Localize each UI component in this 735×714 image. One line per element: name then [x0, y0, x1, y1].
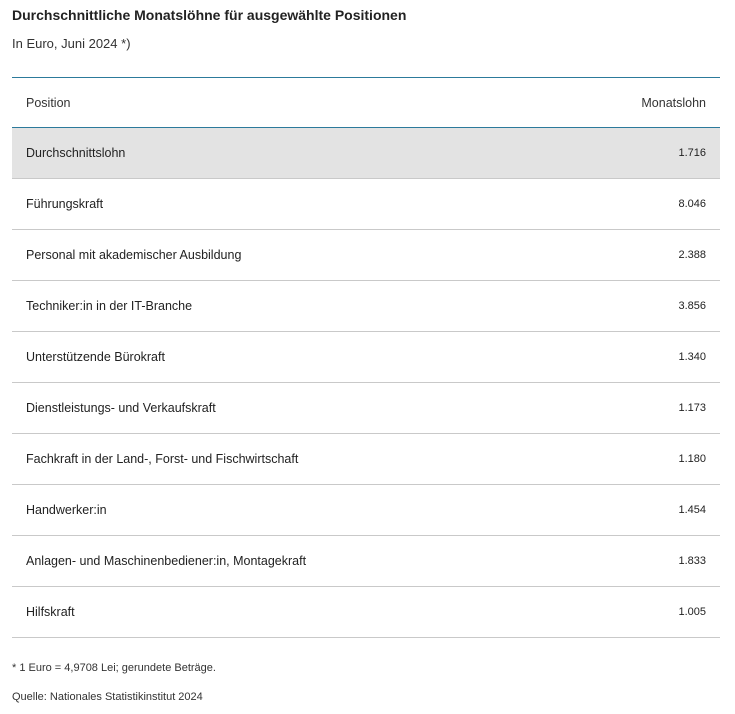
header-position: Position: [26, 95, 71, 110]
row-position: Hilfskraft: [26, 605, 75, 619]
row-position: Durchschnittslohn: [26, 146, 126, 160]
row-value: 1.173: [678, 402, 706, 414]
header-value: Monatslohn: [641, 95, 706, 110]
table-row: [12, 485, 720, 536]
row-value: 1.833: [678, 555, 706, 567]
wage-table: [12, 77, 720, 638]
row-value: 3.856: [678, 300, 706, 312]
table-row: [12, 332, 720, 383]
source-note: Quelle: Nationales Statistikinstitut 2024: [12, 691, 203, 703]
footnote: * 1 Euro = 4,9708 Lei; gerundete Beträge.: [12, 662, 216, 674]
row-value: 1.716: [678, 147, 706, 159]
table-row: [12, 587, 720, 638]
row-position: Fachkraft in der Land-, Forst- und Fischwirtschaft: [26, 452, 299, 466]
row-position: Techniker:in in der IT-Branche: [26, 299, 193, 313]
table-row: [12, 230, 720, 281]
page-subtitle: In Euro, Juni 2024 *): [12, 36, 131, 51]
row-value: 1.005: [678, 606, 706, 618]
row-position: Personal mit akademischer Ausbildung: [26, 248, 242, 262]
row-value: 8.046: [678, 198, 706, 210]
row-position: Anlagen- und Maschinenbediener:in, Montagekraft: [26, 554, 307, 568]
table-row: [12, 383, 720, 434]
row-value: 1.454: [678, 504, 706, 516]
row-value: 2.388: [678, 249, 706, 261]
table-row: [12, 536, 720, 587]
table-row: [12, 179, 720, 230]
table-row: [12, 281, 720, 332]
row-position: Handwerker:in: [26, 503, 107, 517]
table-header: [12, 78, 720, 128]
row-position: Dienstleistungs- und Verkaufskraft: [26, 401, 216, 415]
row-value: 1.340: [678, 351, 706, 363]
page-title: Durchschnittliche Monatslöhne für ausgewählte Positionen: [12, 7, 407, 23]
row-position: Unterstützende Bürokraft: [26, 350, 165, 364]
row-value: 1.180: [678, 453, 706, 465]
row-position: Führungskraft: [26, 197, 104, 211]
table-row: [12, 128, 720, 179]
table-row: [12, 434, 720, 485]
